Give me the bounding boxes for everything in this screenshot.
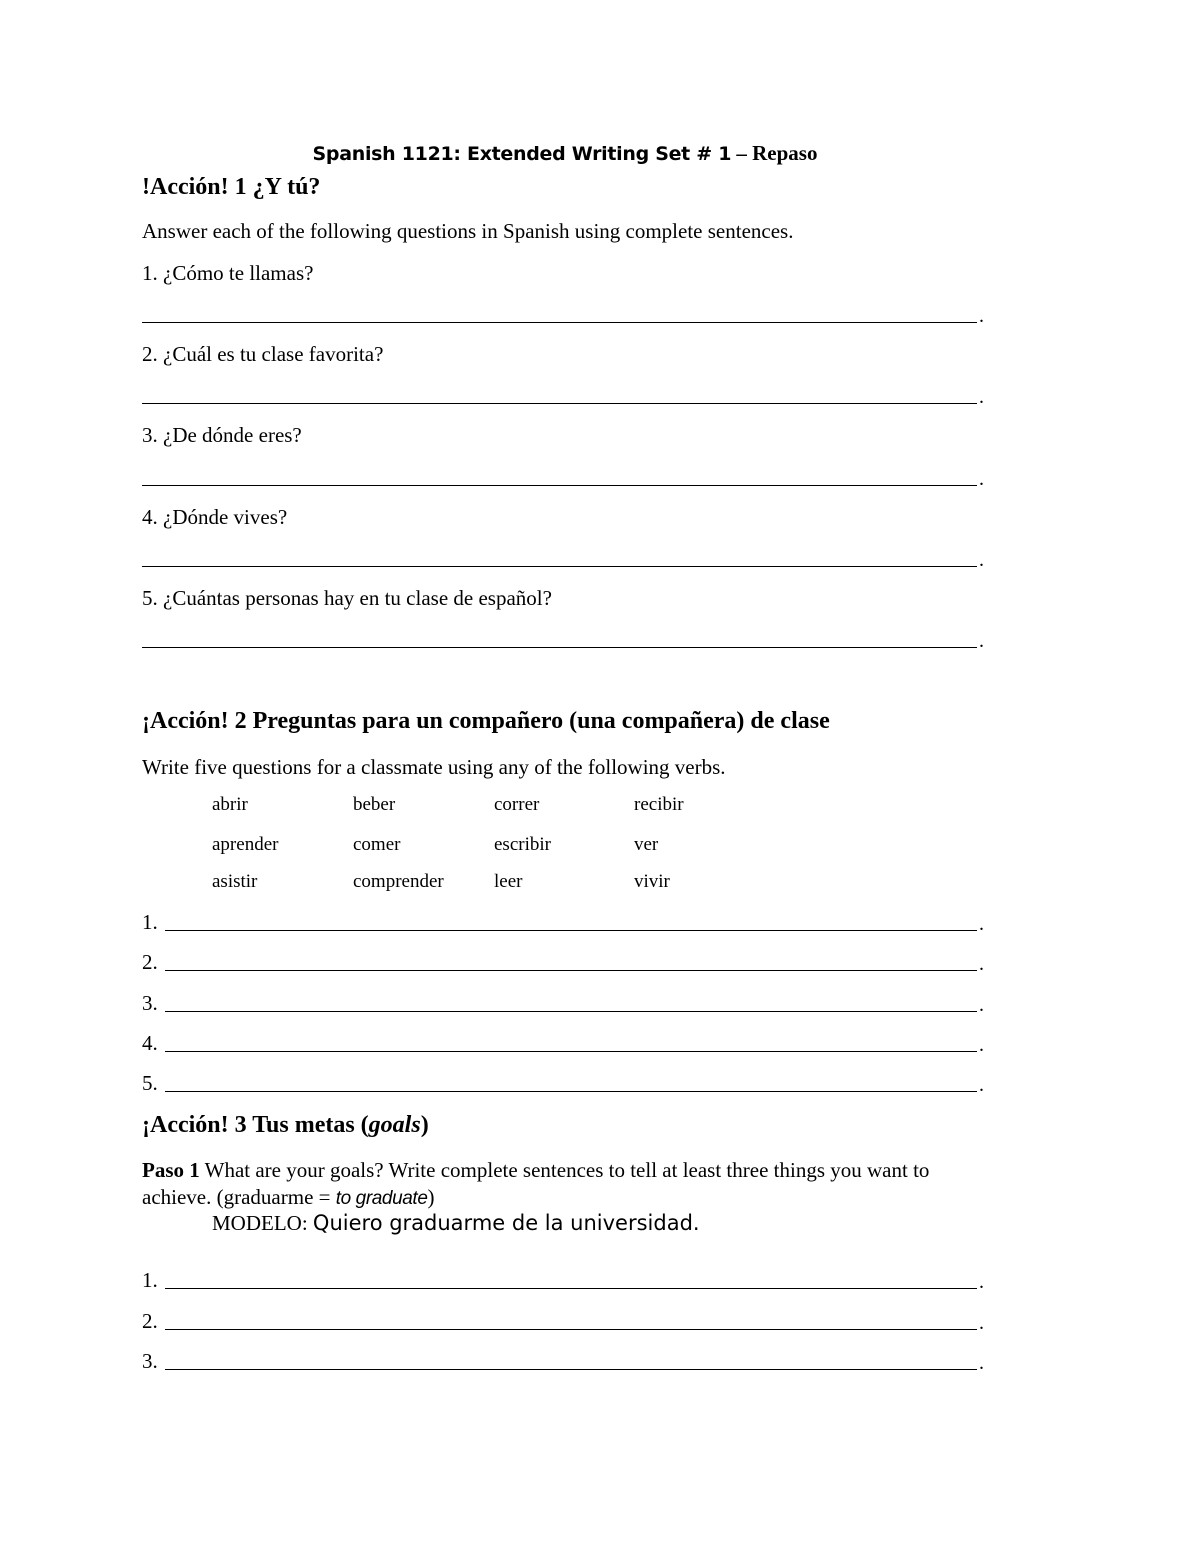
line-period: . (979, 994, 984, 1016)
question-1: 1. ¿Cómo te llamas? (142, 261, 314, 285)
question-2: 2. ¿Cuál es tu clase favorita? (142, 342, 384, 366)
line-period: . (979, 1034, 984, 1056)
goal-line-2[interactable] (165, 1329, 977, 1330)
question-4: 4. ¿Dónde vives? (142, 505, 288, 529)
answer-line-3[interactable] (142, 485, 977, 486)
section2-heading: ¡Acción! 2 Preguntas para un compañero (una compañera) de clase (142, 708, 830, 734)
item-number: 1. (142, 1268, 158, 1292)
verb: correr (494, 794, 540, 815)
verb: asistir (212, 871, 258, 892)
answer-line-5[interactable] (142, 647, 977, 648)
line-period: . (979, 1312, 984, 1334)
section3-heading (142, 1112, 429, 1139)
verb: leer (494, 871, 523, 892)
section2-instruction: Write five questions for a classmate using any of the following verbs. (142, 755, 726, 779)
line-period: . (979, 1271, 984, 1293)
section1-instruction: Answer each of the following questions in Spanish using complete sentences. (142, 219, 794, 243)
answer-line-1[interactable] (142, 322, 977, 323)
question-line-3[interactable] (165, 1011, 977, 1012)
paso-line-1 (142, 1158, 929, 1183)
verb: vivir (634, 871, 670, 892)
title-main: Spanish 1121: Extended Writing Set # 1 (312, 143, 732, 165)
line-period: . (979, 305, 984, 327)
verb: escribir (494, 834, 551, 855)
line-period: . (979, 386, 984, 408)
line-period: . (979, 953, 984, 975)
section1-heading: !Acción! 1 ¿Y tú? (142, 174, 321, 200)
paso-text: What are your goals? Write complete sentences to tell at least three things you want to (199, 1158, 930, 1182)
item-number: 4. (142, 1031, 158, 1055)
page-title (0, 141, 1130, 166)
answer-line-2[interactable] (142, 403, 977, 404)
paso-text2-a: achieve. (graduarme = (142, 1185, 336, 1209)
verb: comer (353, 834, 401, 855)
paso-text2-italic: to graduate (335, 1188, 428, 1209)
title-suffix: Repaso (752, 141, 818, 165)
section3-heading-suffix: ) (420, 1112, 429, 1138)
modelo-label: MODELO: (212, 1211, 313, 1235)
item-number: 1. (142, 910, 158, 934)
paso-line-2 (142, 1185, 434, 1210)
line-period: . (979, 1352, 984, 1374)
paso-text2-b: ) (427, 1185, 435, 1209)
line-period: . (979, 913, 984, 935)
line-period: . (979, 630, 984, 652)
verb: comprender (353, 871, 444, 892)
line-period: . (979, 1074, 984, 1096)
item-number: 3. (142, 1349, 158, 1373)
goal-line-1[interactable] (165, 1288, 977, 1289)
item-number: 2. (142, 1309, 158, 1333)
answer-line-4[interactable] (142, 566, 977, 567)
question-line-1[interactable] (165, 930, 977, 931)
verb: beber (353, 794, 396, 815)
item-number: 2. (142, 950, 158, 974)
question-3: 3. ¿De dónde eres? (142, 423, 302, 447)
goal-line-3[interactable] (165, 1369, 977, 1370)
section3-heading-italic: goals (368, 1112, 421, 1138)
question-line-4[interactable] (165, 1051, 977, 1052)
question-line-2[interactable] (165, 970, 977, 971)
verb: abrir (212, 794, 248, 815)
verb: recibir (634, 794, 684, 815)
paso-label: Paso 1 (142, 1158, 200, 1182)
line-period: . (979, 468, 984, 490)
section3-heading-prefix: ¡Acción! 3 Tus metas ( (142, 1112, 369, 1138)
question-line-5[interactable] (165, 1091, 977, 1092)
line-period: . (979, 549, 984, 571)
question-5: 5. ¿Cuántas personas hay en tu clase de español? (142, 586, 552, 610)
verb: aprender (212, 834, 279, 855)
item-number: 3. (142, 991, 158, 1015)
modelo (212, 1211, 700, 1236)
title-dash: – (731, 141, 753, 165)
modelo-example: Quiero graduarme de la universidad. (312, 1211, 700, 1235)
verb: ver (634, 834, 659, 855)
item-number: 5. (142, 1071, 158, 1095)
